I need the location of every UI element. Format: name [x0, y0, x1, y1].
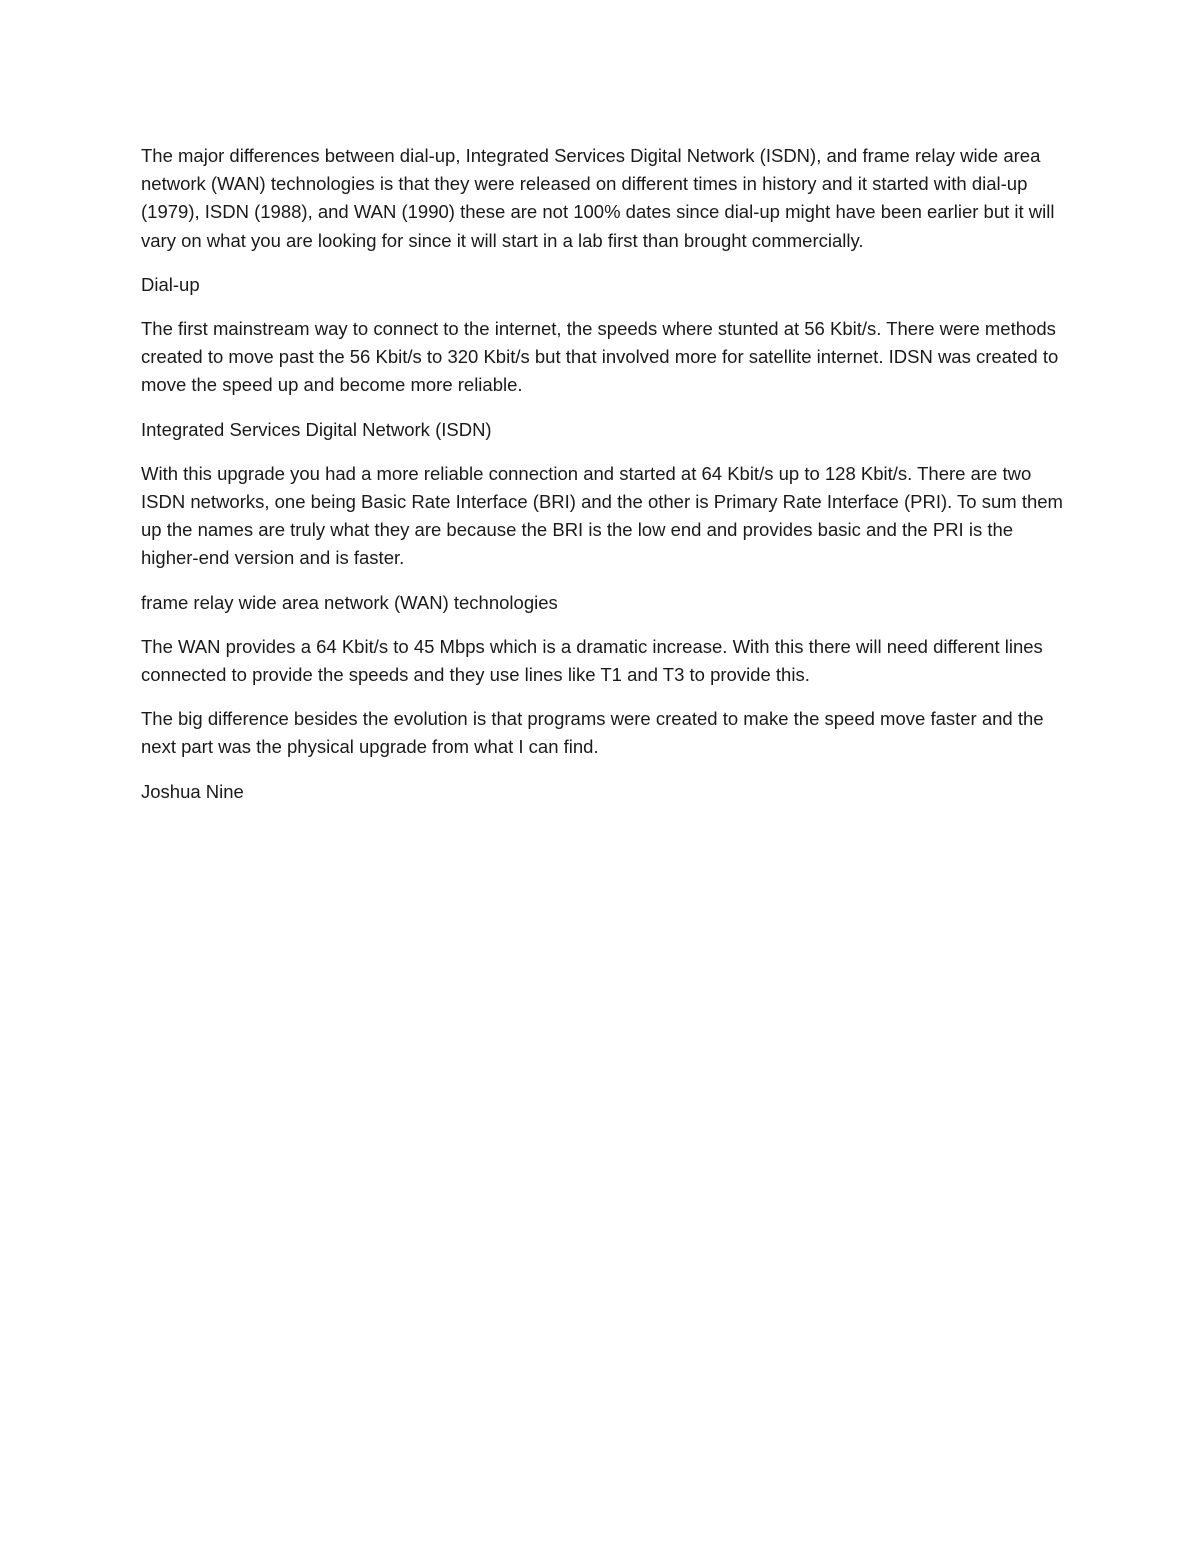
dialup-heading: Dial-up — [141, 273, 200, 295]
conclusion-paragraph: The big difference besides the evolution is that programs were created to make the speed move faster and the next part was the physical upgrade from what I can find. — [141, 708, 1044, 758]
isdn-paragraph: With this upgrade you had a more reliable connection and started at 64 Kbit/s up to 128 Kbit/s. There are two ISDN networks, one being Basic Rate Interface (BRI) and the other is Primary Rate Interface (PRI). To sum them up the names are truly what they are because the BRI is the low end and provides basic and the PRI is the higher-end version and is faster. — [141, 462, 1063, 569]
isdn-heading: Integrated Services Digital Network (ISDN) — [141, 418, 492, 440]
wan-paragraph: The WAN provides a 64 Kbit/s to 45 Mbps which is a dramatic increase. With this there will need different lines connected to provide the speeds and they use lines like T1 and T3 to provide this. — [141, 635, 1043, 686]
dialup-paragraph: The first mainstream way to connect to the internet, the speeds where stunted at 56 Kbit/s. There were methods created to move past the 56 Kbit/s to 320 Kbit/s but that involved more for satellite internet. IDSN was created to move the speed up and become more reliable. — [141, 318, 1059, 396]
wan-heading: frame relay wide area network (WAN) technologies — [141, 591, 558, 613]
intro-paragraph: The major differences between dial-up, Integrated Services Digital Network (ISDN), and frame relay wide area network (WAN) technologies is that they were released on different times in history and it started with dial-up (1979), ISDN (1988), and WAN (1990) these are not 100% dates since dial-up might have been earlier but it will vary on what you are looking for since it will start in a lab first than brought commercially. — [141, 145, 1055, 251]
document-body — [141, 142, 1066, 822]
author-signature: Joshua Nine — [141, 780, 244, 802]
